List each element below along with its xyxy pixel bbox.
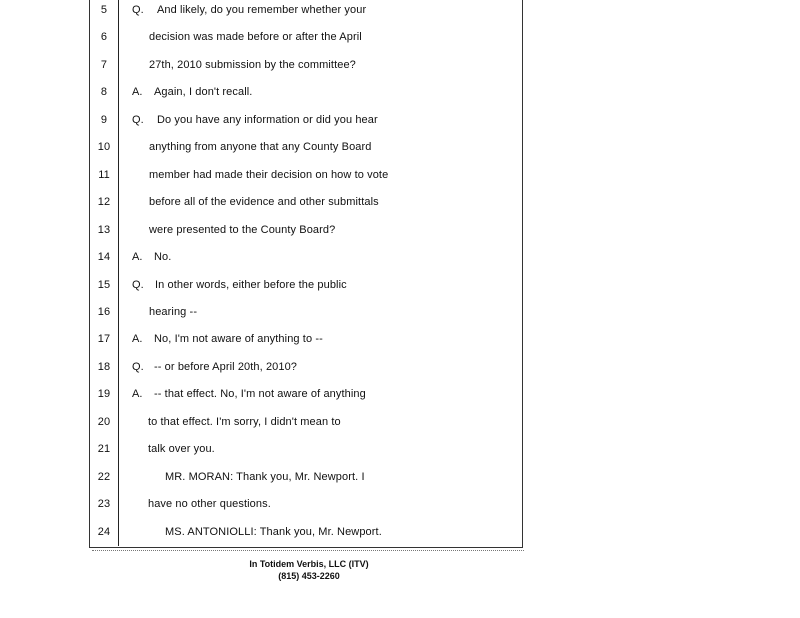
line-text: 27th, 2010 submission by the committee? (149, 59, 356, 71)
line-text: to that effect. I'm sorry, I didn't mean to (148, 416, 341, 428)
line-text: No. (154, 251, 172, 263)
line-text: member had made their decision on how to vote (149, 169, 389, 181)
qa-marker: Q. (132, 114, 144, 126)
line-number: 17 (97, 333, 111, 345)
line-text: talk over you. (148, 443, 215, 455)
line-number: 20 (97, 416, 111, 428)
scan-noise-line (92, 550, 524, 553)
line-number: 7 (100, 59, 108, 71)
line-text: MS. ANTONIOLLI: Thank you, Mr. Newport. (165, 526, 382, 538)
footer-company: In Totidem Verbis, LLC (ITV) (249, 559, 369, 569)
qa-marker: Q. (132, 361, 144, 373)
line-number: 14 (97, 251, 111, 263)
line-number: 24 (97, 526, 111, 538)
line-number: 16 (97, 306, 111, 318)
line-number: 6 (100, 31, 108, 43)
line-text: MR. MORAN: Thank you, Mr. Newport. I (165, 471, 365, 483)
line-text: -- or before April 20th, 2010? (154, 361, 298, 373)
line-text: have no other questions. (148, 498, 271, 510)
line-number: 11 (98, 169, 110, 181)
line-number: 22 (97, 471, 111, 483)
line-number: 15 (97, 279, 111, 291)
line-number: 13 (97, 224, 111, 236)
line-text: And likely, do you remember whether your (157, 4, 367, 16)
line-number: 23 (97, 498, 111, 510)
qa-marker: Q. (132, 4, 144, 16)
qa-marker: A. (132, 251, 143, 263)
line-text: Do you have any information or did you hear (157, 114, 378, 126)
line-number: 5 (100, 4, 108, 16)
line-number: 21 (97, 443, 111, 455)
qa-marker: Q. (132, 279, 144, 291)
qa-marker: A. (132, 333, 143, 345)
line-text: -- that effect. No, I'm not aware of anything (154, 388, 366, 400)
line-number: 9 (100, 114, 108, 126)
qa-marker: A. (132, 388, 143, 400)
line-number: 8 (100, 86, 108, 98)
line-text: anything from anyone that any County Board (149, 141, 372, 153)
line-text: No, I'm not aware of anything to -- (154, 333, 323, 345)
line-text: decision was made before or after the April (149, 31, 362, 43)
line-text: before all of the evidence and other submittals (149, 196, 379, 208)
footer-phone: (815) 453-2260 (278, 571, 340, 581)
line-text: In other words, either before the public (155, 279, 347, 291)
margin-rule (118, 0, 119, 546)
qa-marker: A. (132, 86, 143, 98)
line-text: Again, I don't recall. (154, 86, 253, 98)
line-number: 10 (97, 141, 111, 153)
line-number: 12 (97, 196, 111, 208)
line-number: 18 (97, 361, 111, 373)
line-text: were presented to the County Board? (149, 224, 336, 236)
line-number: 19 (97, 388, 111, 400)
line-text: hearing -- (149, 306, 198, 318)
